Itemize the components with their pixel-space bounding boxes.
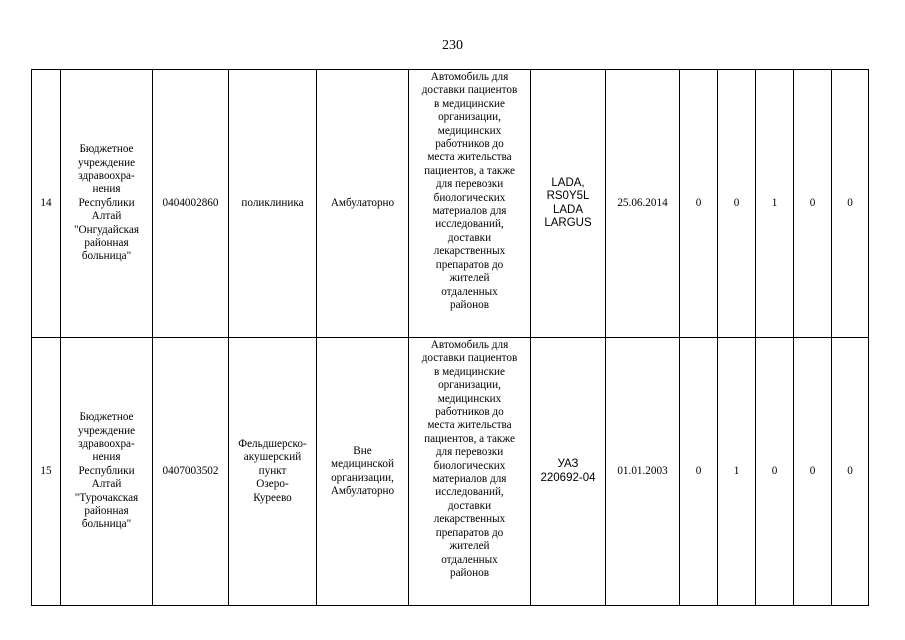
unit-type-cell: поликлиника (229, 70, 317, 338)
date-cell: 25.06.2014 (606, 70, 680, 338)
count-cell: 0 (832, 338, 869, 606)
date-cell: 01.01.2003 (606, 338, 680, 606)
care-conditions-cell: Вне медицинской организации, Амбулаторно (317, 338, 409, 606)
count-cell: 0 (794, 70, 832, 338)
count-cell: 0 (680, 338, 718, 606)
count-cell: 0 (832, 70, 869, 338)
organization-cell: Бюджетное учреждение здравоохра- нения Республики Алтай "Онгудайская районная больница" (61, 70, 153, 338)
care-conditions-cell: Амбулаторно (317, 70, 409, 338)
count-cell: 0 (756, 338, 794, 606)
vehicle-table (31, 69, 869, 606)
count-cell: 1 (718, 338, 756, 606)
org-code-cell: 0407003502 (153, 338, 229, 606)
page-number: 230 (442, 38, 463, 53)
vehicle-purpose-cell: Автомобиль для доставки пациентов в медицинские организации, медицинских работников до места жительства пациентов, а также для перевозки биологических материалов для исследований, доставки лекарственных препаратов до жителей отдаленных районов (409, 70, 531, 338)
count-cell: 0 (794, 338, 832, 606)
unit-type-cell: Фельдшерско- акушерский пункт Озеро- Куреево (229, 338, 317, 606)
count-cell: 1 (756, 70, 794, 338)
organization-cell: Бюджетное учреждение здравоохра- нения Республики Алтай "Турочакская районная больница" (61, 338, 153, 606)
count-cell: 0 (680, 70, 718, 338)
table-row (32, 70, 869, 338)
row-number-cell: 14 (32, 70, 61, 338)
vehicle-purpose-cell: Автомобиль для доставки пациентов в медицинские организации, медицинских работников до места жительства пациентов, а также для перевозки биологических материалов для исследований, доставки лекарственных препаратов до жителей отдаленных районов (409, 338, 531, 606)
count-cell: 0 (718, 70, 756, 338)
row-number-cell: 15 (32, 338, 61, 606)
vehicle-model-cell: УАЗ 220692-04 (531, 338, 606, 606)
org-code-cell: 0404002860 (153, 70, 229, 338)
vehicle-model-cell: LADA, RS0Y5L LADA LARGUS (531, 70, 606, 338)
table-row (32, 338, 869, 606)
